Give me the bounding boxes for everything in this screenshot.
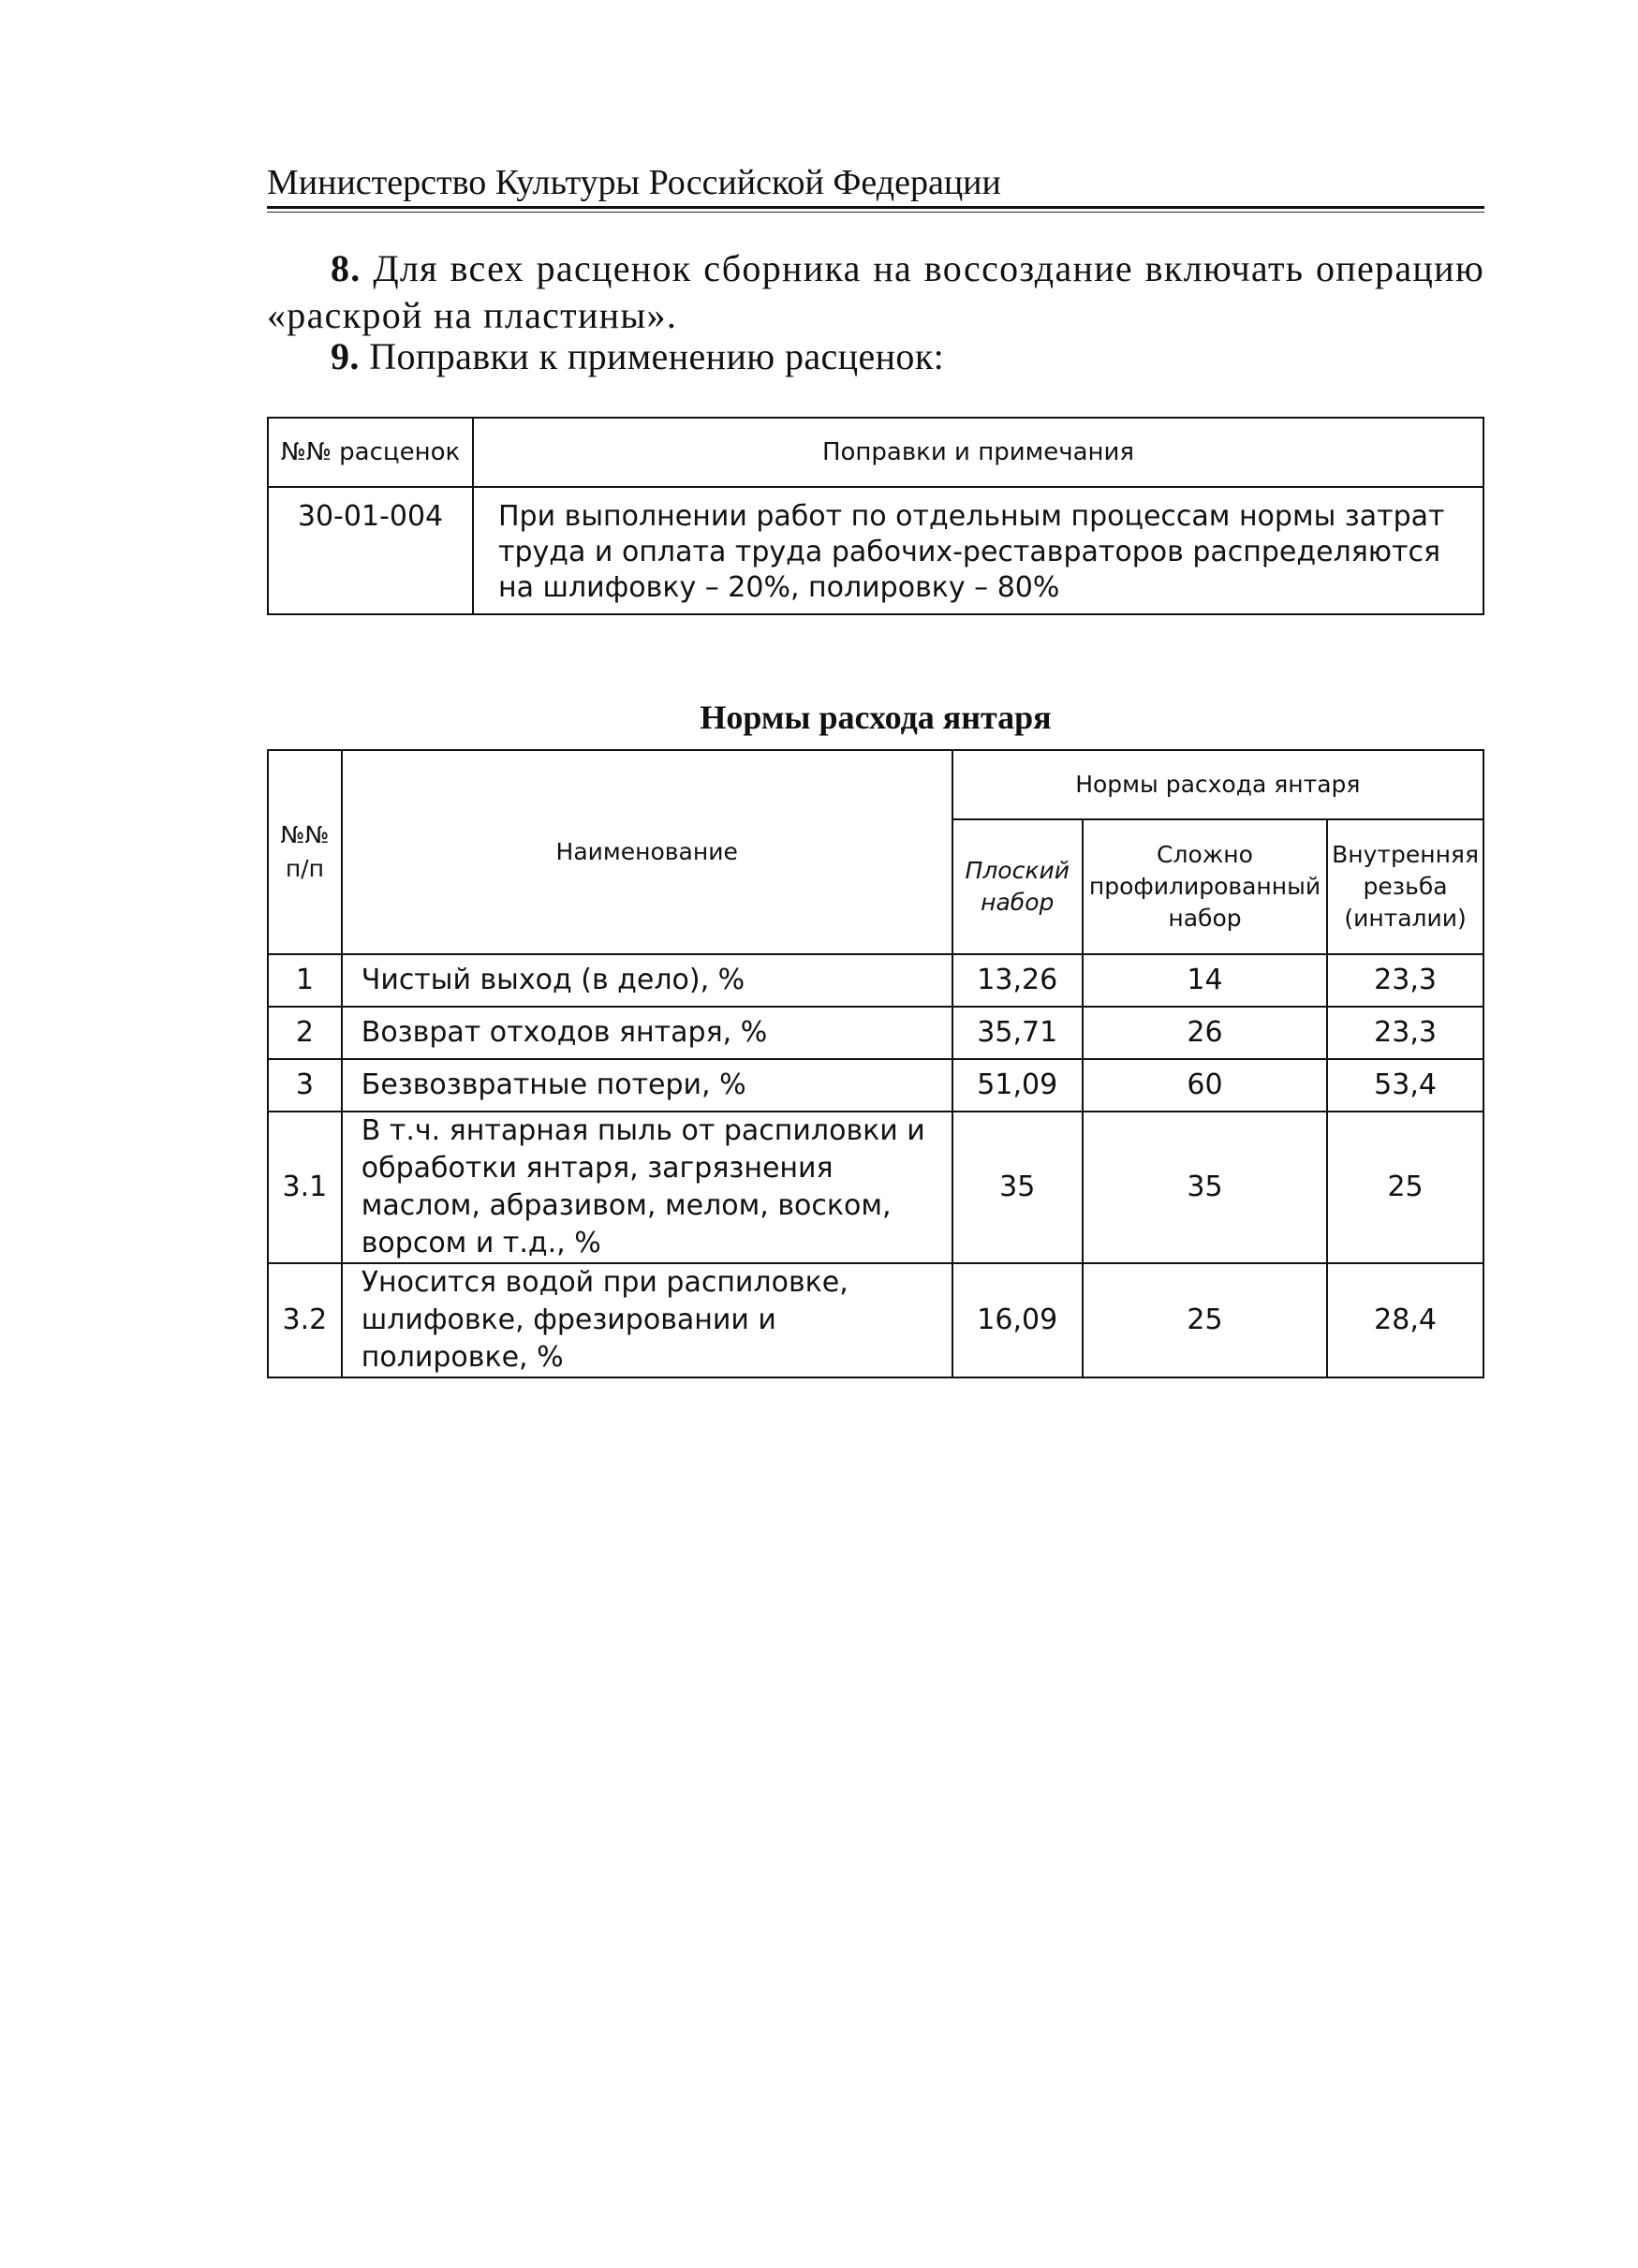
paragraph-number: 9. — [331, 335, 360, 377]
value-flat: 51,09 — [952, 1059, 1083, 1112]
value-flat: 35,71 — [952, 1007, 1083, 1059]
row-number: 1 — [268, 954, 342, 1007]
value-flat: 13,26 — [952, 954, 1083, 1007]
column-header: Поправки и примечания — [473, 418, 1483, 487]
row-number: 3 — [268, 1059, 342, 1112]
table-row — [268, 1007, 1483, 1059]
paragraph-text: Для всех расценок сборника на воссоздание включать операцию «раскрой на пластины». — [267, 247, 1484, 336]
subheader-carving: Внутренняя резьба (инталии) — [1327, 819, 1483, 954]
value-carving: 23,3 — [1327, 954, 1483, 1007]
row-number: 2 — [268, 1007, 342, 1059]
table-header-row — [268, 750, 1483, 819]
table-caption: Нормы расхода янтаря — [700, 699, 1052, 736]
header-rule — [267, 206, 1484, 209]
corrections-table — [267, 417, 1484, 615]
rate-code-cell: 30-01-004 — [268, 487, 473, 614]
name-column-header: Наименование — [342, 750, 952, 954]
value-carving: 25 — [1327, 1112, 1483, 1263]
table-header-row — [268, 418, 1483, 487]
value-profiled: 25 — [1083, 1263, 1327, 1377]
number-header-label: №№ п/п — [280, 821, 330, 882]
row-name: Уносится водой при распиловке, шлифовке, фрезировании и полировке, % — [342, 1263, 952, 1377]
table-row — [268, 487, 1483, 614]
value-profiled: 14 — [1083, 954, 1327, 1007]
note-cell: При выполнении работ по отдельным процессам нормы затрат труда и оплата труда рабочих-реставраторов распределяются на шлифовку – 20%, полировку – 80% — [473, 487, 1483, 614]
paragraph-9 — [267, 333, 1484, 380]
number-column-header — [268, 750, 342, 954]
paragraph-8 — [267, 245, 1484, 339]
paragraph-number: 8. — [331, 247, 362, 289]
value-flat: 16,09 — [952, 1263, 1083, 1377]
value-flat: 35 — [952, 1112, 1083, 1263]
row-number: 3.2 — [268, 1263, 342, 1377]
value-profiled: 26 — [1083, 1007, 1327, 1059]
value-carving: 23,3 — [1327, 1007, 1483, 1059]
group-column-header: Нормы расхода янтаря — [952, 750, 1483, 819]
value-carving: 28,4 — [1327, 1263, 1483, 1377]
table-row — [268, 1112, 1483, 1263]
column-header: №№ расценок — [268, 418, 473, 487]
row-name: В т.ч. янтарная пыль от распиловки и обработки янтаря, загрязнения маслом, абразивом, мелом, воском, ворсом и т.д., % — [342, 1112, 952, 1263]
norms-table — [267, 749, 1484, 1378]
header-rule-thin — [267, 212, 1484, 213]
table-row — [268, 1263, 1483, 1377]
row-name: Безвозвратные потери, % — [342, 1059, 952, 1112]
row-name: Возврат отходов янтаря, % — [342, 1007, 952, 1059]
row-name: Чистый выход (в дело), % — [342, 954, 952, 1007]
page-header: Министерство Культуры Российской Федерации — [267, 163, 1001, 202]
value-profiled: 35 — [1083, 1112, 1327, 1263]
value-carving: 53,4 — [1327, 1059, 1483, 1112]
paragraph-text: Поправки к применению расценок: — [369, 335, 945, 377]
table-row — [268, 954, 1483, 1007]
table-row — [268, 1059, 1483, 1112]
value-profiled: 60 — [1083, 1059, 1327, 1112]
row-number: 3.1 — [268, 1112, 342, 1263]
subheader-profiled: Сложно профилированный набор — [1083, 819, 1327, 954]
subheader-flat: Плоский набор — [952, 819, 1083, 954]
